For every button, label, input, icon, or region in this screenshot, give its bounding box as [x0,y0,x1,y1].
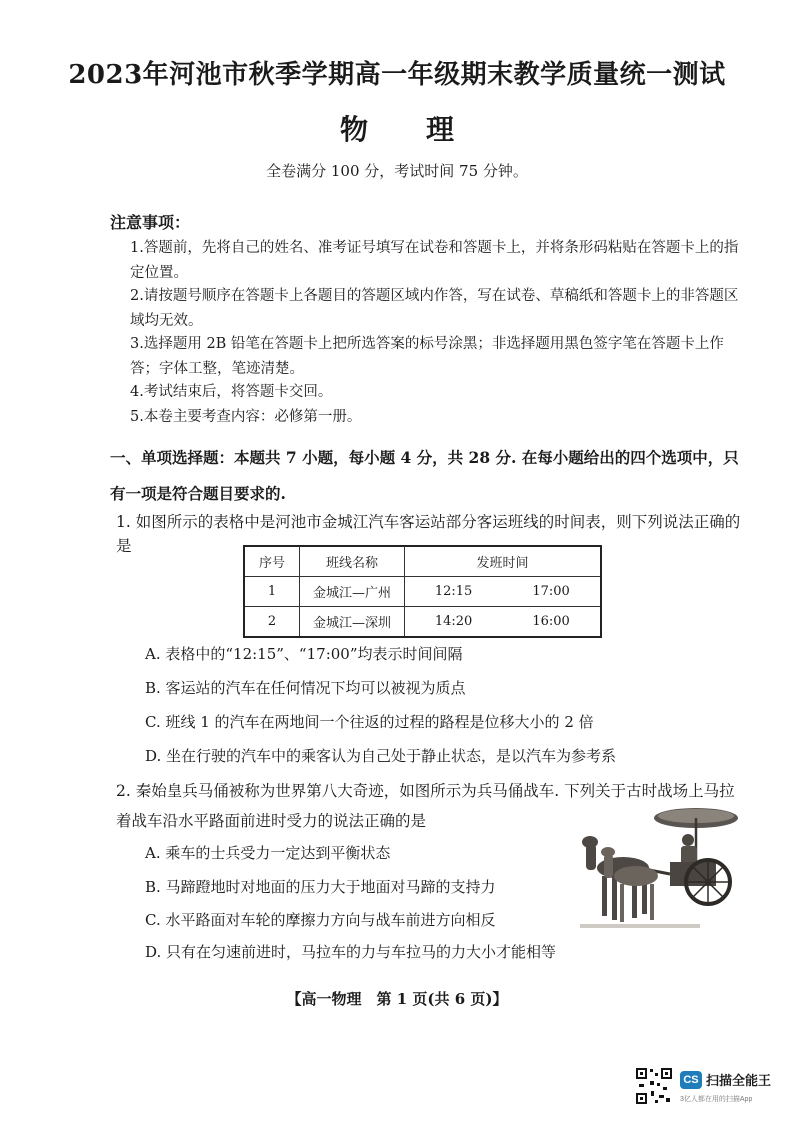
qr-code-icon [635,1067,673,1105]
notice-item-5: 5.本卷主要考查内容：必修第一册。 [130,409,362,425]
row-route: 金城江—深圳 [300,607,405,638]
notice-item-2: 2.请按题号顺序在答题卡上各题目的答题区域内作答，写在试卷、草稿纸和答题卡上的非答题区域均无效。 [130,288,739,329]
notice-item-3: 3.选择题用 2B 铅笔在答题卡上把所选答案的标号涂黑；非选择题用黑色签字笔在答题卡上作答；字体工整，笔迹清楚。 [130,336,724,377]
exam-title: 2023年河池市秋季学期高一年级期末教学质量统一测试 [68,60,726,90]
table-row [244,607,601,638]
row-time-1: 14:20 [405,607,503,638]
q1-stem: 1. 如图所示的表格中是河池市金城江汽车客运站部分客运班线的时间表，则下列说法正确的是 [116,513,741,555]
q2-option-a: A. 乘车的士兵受力一定达到平衡状态 [145,844,391,862]
row-no: 2 [244,607,300,638]
scanner-watermark [680,1070,772,1103]
table-header-row [244,546,601,577]
q1-option-d: D. 坐在行驶的汽车中的乘客认为自己处于静止状态，是以汽车为参考系 [145,747,617,765]
table-header-time: 发班时间 [405,546,602,577]
exam-meta: 全卷满分 100 分，考试时间 75 分钟。 [266,162,528,180]
scanner-tagline: 3亿人都在用的扫描App [680,1096,753,1103]
table-header-route: 班线名称 [300,546,405,577]
q1-option-a: A. 表格中的“12:15”、“17:00”均表示时间间隔 [145,645,463,663]
table-row [244,577,601,607]
page-footer: 【高一物理 第 1 页(共 6 页)】 [286,990,508,1008]
cs-logo-icon: CS [680,1071,702,1089]
row-time-2: 17:00 [502,577,601,607]
q2-option-d: D. 只有在匀速前进时，马拉车的力与车拉马的力大小才能相等 [145,943,557,961]
q1-option-b: B. 客运站的汽车在任何情况下均可以被视为质点 [145,679,466,697]
row-route: 金城江—广州 [300,577,405,607]
q2-stem: 2. 秦始皇兵马俑被称为世界第八大奇迹，如图所示为兵马俑战车. 下列关于古时战场上马拉着战车沿水平路面前进时受力的说法正确的是 [116,782,735,830]
scanner-app-name: 扫描全能王 [706,1073,772,1088]
q1-option-c: C. 班线 1 的汽车在两地间一个往返的过程的路程是位移大小的 2 倍 [145,713,594,731]
row-no: 1 [244,577,300,607]
section-heading: 一、单项选择题：本题共 7 小题，每小题 4 分，共 28 分. 在每小题给出的四个选项中，只有一项是符合题目要求的. [110,448,739,503]
notice-heading: 注意事项： [110,213,191,232]
row-time-1: 12:15 [405,577,503,607]
notice-item-4: 4.考试结束后，将答题卡交回。 [130,384,333,400]
q2-option-c: C. 水平路面对车轮的摩擦力方向与战车前进方向相反 [145,911,496,929]
schedule-table [243,545,602,638]
table-header-no: 序号 [244,546,300,577]
row-time-2: 16:00 [502,607,601,638]
terracotta-chariot-image [578,800,740,945]
q2-option-b: B. 马蹄蹬地时对地面的压力大于地面对马蹄的支持力 [145,878,496,896]
notice-item-1: 1.答题前，先将自己的姓名、准考证号填写在试卷和答题卡上，并将条形码粘贴在答题卡上的指定位置。 [130,240,739,281]
subject-title: 物理 [339,113,512,146]
